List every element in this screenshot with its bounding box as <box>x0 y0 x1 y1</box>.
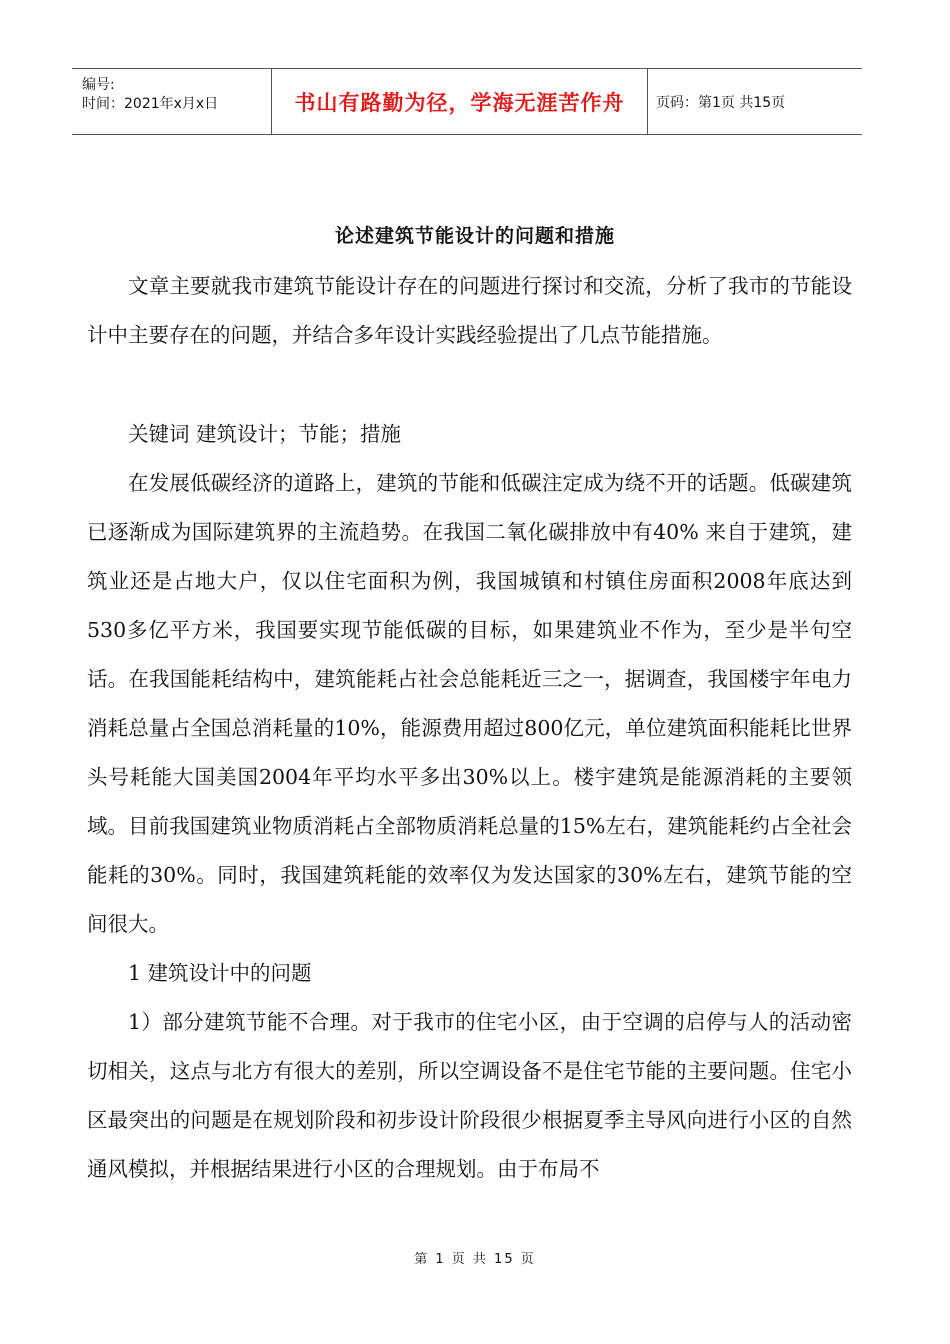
document-number-label: 编号: <box>82 77 115 93</box>
section-heading: 1 建筑设计中的问题 <box>128 961 312 985</box>
header-page-info: 页码：第1页 共15页 <box>656 94 786 111</box>
body-paragraph: 在发展低碳经济的道路上，建筑的节能和低碳注定成为绕不开的话题。低碳建筑已逐渐成为国际建筑界的主流趋势。在我国二氧化碳排放中有40% 来自于建筑，建筑业还是占地大户，仅以住宅面积为例，我国城镇和村镇住房面积2008年底达到530多亿平方米，我国要实现节能低碳的目标，如果建筑业不作为，至少是半句空话。在我国能耗结构中，建筑能耗占社会总能耗近三之一，据调查，我国楼宇年电力消耗总量占全国总消耗量的10%，能源费用超过800亿元，单位建筑面积能耗比世界头号耗能大国美国2004年平均水平多出30%以上。楼宇建筑是能源消耗的主要领域。目前我国建筑业物质消耗占全部物质消耗总量的15%左右，建筑能耗约占全社会能耗的30%。同时，我国建筑耗能的效率仅为发达国家的30%左右，建筑节能的空间很大。 <box>87 471 852 936</box>
document-date: 时间：2021年x月x日 <box>82 96 219 112</box>
body-paragraph: 1）部分建筑节能不合理。对于我市的住宅小区，由于空调的启停与人的活动密切相关，这点与北方有很大的差别，所以空调设备不是住宅节能的主要问题。住宅小区最突出的问题是在规划阶段和初步设计阶段很少根据夏季主导风向进行小区的自然通风模拟，并根据结果进行小区的合理规划。由于布局不 <box>87 1010 852 1181</box>
header-meta <box>72 69 272 134</box>
keywords-block <box>87 410 852 459</box>
abstract-paragraph: 文章主要就我市建筑节能设计存在的问题进行探讨和交流，分析了我市的节能设计中主要存在的问题，并结合多年设计实践经验提出了几点节能措施。 <box>87 274 852 347</box>
document-title: 论述建筑节能设计的问题和措施 <box>334 225 615 247</box>
page-footer: 第 1 页 共 15 页 <box>414 1252 536 1267</box>
abstract-block <box>87 262 852 360</box>
document-header <box>72 68 862 135</box>
body-block <box>87 459 852 1194</box>
keywords-line: 关键词 建筑设计；节能；措施 <box>128 422 402 446</box>
header-motto: 书山有路勤为径，学海无涯苦作舟 <box>294 90 625 115</box>
header-motto-cell <box>272 69 648 134</box>
